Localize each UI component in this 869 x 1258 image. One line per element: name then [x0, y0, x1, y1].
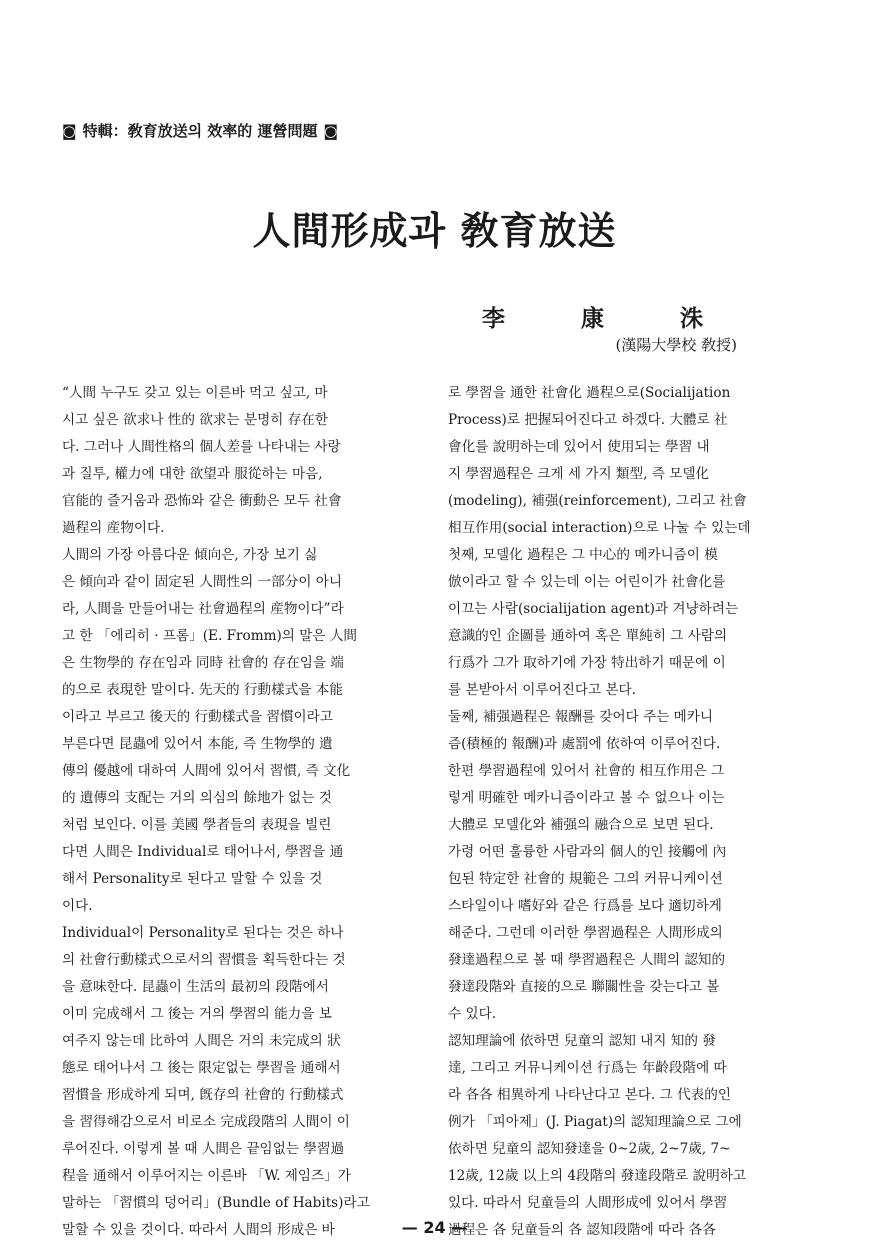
- text-line: 을 習得해감으로서 비로소 完成段階의 人間이 이: [62, 1114, 350, 1130]
- author-name: 李 康 洙: [481, 305, 737, 332]
- text-line: 習慣을 形成하게 되며, 旣存의 社會的 行動樣式: [62, 1087, 344, 1103]
- text-line: 시고 싶은 欲求나 性的 欲求는 분명히 存在한: [62, 412, 328, 428]
- article-title: 人間形成과 敎育放送: [252, 208, 617, 253]
- text-line: 루어진다. 이렇게 볼 때 人間은 끝임없는 學習過: [62, 1141, 345, 1157]
- text-line: 말하는 「習慣의 덩어리」(Bundle of Habits)라고: [62, 1195, 370, 1211]
- text-line: Process)로 把握되어진다고 하겠다. 大體로 社: [448, 412, 728, 428]
- text-line: 한편 學習過程에 있어서 社會的 相互作用은 그: [448, 763, 725, 779]
- text-line: “人間 누구도 갖고 있는 이른바 먹고 싶고, 마: [62, 385, 328, 401]
- text-line: 認知理論에 依하면 兒童의 認知 내지 知的 發: [448, 1033, 716, 1049]
- text-line: 過程은 各 兒童들의 各 認知段階에 따라 各各: [448, 1222, 716, 1238]
- text-line: 을 意味한다. 昆蟲이 生活의 最初의 段階에서: [62, 979, 329, 995]
- text-line: 은 傾向과 같이 固定된 人間性의 一部分이 아니: [62, 574, 343, 590]
- page-number: — 24 —: [401, 1218, 468, 1237]
- text-line: 처럼 보인다. 이를 美國 學者들의 表現을 빌린: [62, 817, 332, 833]
- text-line: 해서 Personality로 된다고 말할 수 있을 것: [62, 871, 323, 887]
- text-line: 包된 特定한 社會的 規範은 그의 커뮤니케이션: [448, 871, 723, 887]
- text-line: 로 學習을 通한 社會化 過程으로(Socialijation: [448, 385, 731, 401]
- series-header: [62, 120, 338, 141]
- text-line: 發達過程으로 볼 때 學習過程은 人間의 認知的: [448, 952, 726, 968]
- text-line: 말할 수 있을 것이다. 따라서 人間의 形成은 바: [62, 1222, 335, 1238]
- text-line: 를 본받아서 이루어진다고 본다.: [448, 682, 636, 698]
- text-line: 의 社會行動樣式으로서의 習慣을 획득한다는 것: [62, 952, 346, 968]
- text-line: 렇게 明確한 메카니즘이라고 볼 수 없으나 이는: [448, 790, 725, 806]
- text-line: 수 있다.: [448, 1006, 497, 1022]
- text-line: 官能的 즐거움과 恐怖와 같은 衝動은 모두 社會: [62, 493, 342, 509]
- black-diamond-icon: ◙: [323, 121, 339, 140]
- text-line: 的 遺傳의 支配는 거의 의심의 餘地가 없는 것: [62, 790, 332, 806]
- text-line: 고 한 「에리히 · 프롬」(E. Fromm)의 말은 人間: [62, 628, 358, 644]
- text-line: 과 질투, 權力에 대한 欲望과 服從하는 마음,: [62, 466, 323, 482]
- text-line: 人間의 가장 아름다운 傾向은, 가장 보기 싫: [62, 547, 318, 563]
- text-line: 이다.: [62, 898, 93, 914]
- text-line: 가령 어떤 훌륭한 사람과의 個人的인 接觸에 內: [448, 844, 727, 860]
- text-line: 이끄는 사람(socialijation agent)과 겨냥하려는: [448, 601, 739, 617]
- text-line: 過程의 産物이다.: [62, 520, 165, 536]
- text-line: 있다. 따라서 兒童들의 人間形成에 있어서 學習: [448, 1195, 728, 1211]
- text-line: 達, 그리고 커뮤니케이션 行爲는 年齡段階에 따: [448, 1060, 727, 1076]
- text-line: Individual이 Personality로 된다는 것은 하나: [62, 925, 344, 941]
- text-line: 倣이라고 할 수 있는데 이는 어린이가 社會化를: [448, 574, 726, 590]
- text-line: 부른다면 昆蟲에 있어서 本能, 즉 生物學的 遺: [62, 736, 333, 752]
- text-line: 行爲가 그가 取하기에 가장 特出하기 때문에 이: [448, 655, 726, 671]
- series-label: 特輯：敎育放送의 效率的 運營問題: [82, 122, 318, 140]
- text-line: 은 生物學的 存在임과 同時 社會的 存在임을 端: [62, 655, 344, 671]
- text-line: 즘(積極的 報酬)과 處罰에 依하여 이루어진다.: [448, 736, 721, 752]
- text-line: 12歲, 12歲 以上의 4段階의 發達段階로 說明하고: [448, 1168, 746, 1184]
- text-line: 的으로 表現한 말이다. 先天的 行動樣式을 本能: [62, 682, 343, 698]
- text-line: 여주지 않는데 比하여 人間은 거의 未完成의 狀: [62, 1033, 341, 1049]
- black-diamond-icon: ◙: [62, 121, 77, 140]
- text-line: 둘째, 補强過程은 報酬를 갖어다 주는 메카니: [448, 709, 714, 725]
- left-column: [62, 380, 414, 1244]
- text-line: 다. 그러나 人間性格의 個人差를 나타내는 사랑: [62, 439, 341, 455]
- text-line: 程을 通해서 이루어지는 이른바 「W. 제임즈」가: [62, 1168, 351, 1184]
- text-line: 다면 人間은 Individual로 태어나서, 學習을 通: [62, 844, 344, 860]
- text-line: 例가 「피아제」(J. Piagat)의 認知理論으로 그에: [448, 1114, 742, 1130]
- text-line: 意識的인 企圖를 通하여 혹은 單純히 그 사람의: [448, 628, 728, 644]
- text-line: (modeling), 補强(reinforcement), 그리고 社會: [448, 493, 747, 509]
- text-line: 지 學習過程은 크게 세 가지 類型, 즉 모델化: [448, 466, 710, 482]
- text-line: 해준다. 그런데 이러한 學習過程은 人間形成의: [448, 925, 723, 941]
- text-line: 相互作用(social interaction)으로 나눌 수 있는데: [448, 520, 751, 536]
- text-line: 첫째, 모델化 過程은 그 中心的 메카니즘이 模: [448, 547, 718, 563]
- text-line: 傳의 優越에 대하여 人間에 있어서 習慣, 즉 文化: [62, 763, 351, 779]
- text-line: 이라고 부르고 後天的 行動樣式을 習慣이라고: [62, 709, 333, 725]
- text-line: 라 各各 相異하게 나타난다고 본다. 그 代表的인: [448, 1087, 731, 1103]
- text-line: 라, 人間을 만들어내는 社會過程의 産物이다”라: [62, 601, 344, 617]
- text-line: 이미 完成해서 그 後는 거의 學習의 能力을 보: [62, 1006, 332, 1022]
- text-line: 發達段階와 直接的으로 聯關性을 갖는다고 볼: [448, 979, 720, 995]
- text-line: 態로 태어나서 그 後는 限定없는 學習을 通해서: [62, 1060, 341, 1076]
- text-line: 大體로 모델化와 補强의 融合으로 보면 된다.: [448, 817, 714, 833]
- text-line: 依하면 兒童의 認知發達을 0~2歲, 2~7歲, 7~: [448, 1141, 731, 1157]
- author-affiliation: (漢陽大學校 敎授): [615, 336, 737, 354]
- right-column: [448, 380, 800, 1244]
- text-line: 會化를 說明하는데 있어서 使用되는 學習 내: [448, 439, 710, 455]
- text-line: 스타일이나 嗜好와 같은 行爲를 보다 適切하게: [448, 898, 722, 914]
